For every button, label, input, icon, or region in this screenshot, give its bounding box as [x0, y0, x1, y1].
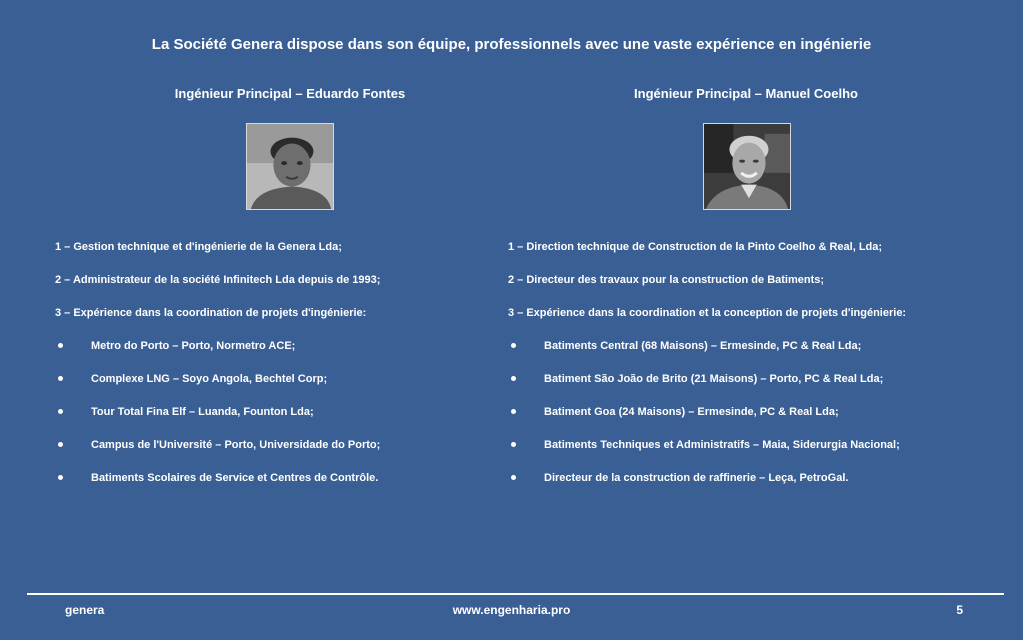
bullet-item	[508, 338, 906, 371]
left-experience-list	[55, 239, 380, 503]
bullet-text: Batiment São João de Brito (21 Maisons) – Porto, PC & Real Lda;	[544, 373, 884, 385]
footer-divider	[27, 593, 1004, 595]
slide-title: La Société Genera dispose dans son équipe, professionnels avec une vaste expérience en ingénierie	[151, 36, 872, 53]
bullet-text: Batiments Central (68 Maisons) – Ermesinde, PC & Real Lda;	[544, 340, 862, 352]
bullet-item	[508, 404, 906, 437]
bullet-item	[55, 470, 380, 503]
footer-brand: genera	[65, 603, 105, 617]
list-item: 1 – Gestion technique et d'ingénierie de la Genera Lda;	[55, 241, 342, 253]
list-item: 2 – Directeur des travaux pour la construction de Batiments;	[508, 274, 825, 286]
bullet-dot-icon	[58, 475, 63, 480]
bullet-dot-icon	[58, 442, 63, 447]
bullet-dot-icon	[511, 475, 516, 480]
bullet-text: Complexe LNG – Soyo Angola, Bechtel Corp;	[91, 373, 328, 385]
right-experience-list	[508, 239, 906, 503]
footer-website-link[interactable]: www.engenharia.pro	[452, 603, 571, 617]
bullet-dot-icon	[58, 376, 63, 381]
bullet-text: Batiments Scolaires de Service et Centres de Contrôle.	[91, 472, 379, 484]
bullet-text: Batiments Techniques et Administratifs – Maia, Siderurgia Nacional;	[544, 439, 900, 451]
bullet-text: Campus de l'Université – Porto, Universidade do Porto;	[91, 439, 381, 451]
bullet-item	[55, 371, 380, 404]
list-item: 2 – Administrateur de la société Infinitech Lda depuis de 1993;	[55, 274, 381, 286]
list-item: 1 – Direction technique de Construction de la Pinto Coelho & Real, Lda;	[508, 241, 883, 253]
bullet-dot-icon	[511, 376, 516, 381]
bullet-dot-icon	[58, 409, 63, 414]
bullet-item	[508, 470, 906, 503]
bullet-text: Batiment Goa (24 Maisons) – Ermesinde, PC & Real Lda;	[544, 406, 839, 418]
bullet-dot-icon	[58, 343, 63, 348]
eduardo-fontes-photo	[246, 123, 334, 210]
bullet-dot-icon	[511, 409, 516, 414]
bullet-item	[55, 404, 380, 437]
bullet-text: Tour Total Fina Elf – Luanda, Founton Lda;	[91, 406, 314, 418]
list-item: 3 – Expérience dans la coordination et la conception de projets d'ingénierie:	[508, 307, 907, 319]
bullet-text: Directeur de la construction de raffinerie – Leça, PetroGal.	[544, 472, 849, 484]
bullet-text: Metro do Porto – Porto, Normetro ACE;	[91, 340, 296, 352]
bullet-dot-icon	[511, 343, 516, 348]
list-item: 3 – Expérience dans la coordination de projets d'ingénierie:	[55, 307, 367, 319]
left-engineer-heading: Ingénieur Principal – Eduardo Fontes	[174, 86, 406, 101]
bullet-item	[508, 371, 906, 404]
manuel-coelho-photo	[703, 123, 791, 210]
page-number: 5	[956, 603, 963, 617]
bullet-item	[55, 338, 380, 371]
right-engineer-heading: Ingénieur Principal – Manuel Coelho	[634, 86, 858, 101]
bullet-dot-icon	[511, 442, 516, 447]
bullet-item	[55, 437, 380, 470]
bullet-item	[508, 437, 906, 470]
